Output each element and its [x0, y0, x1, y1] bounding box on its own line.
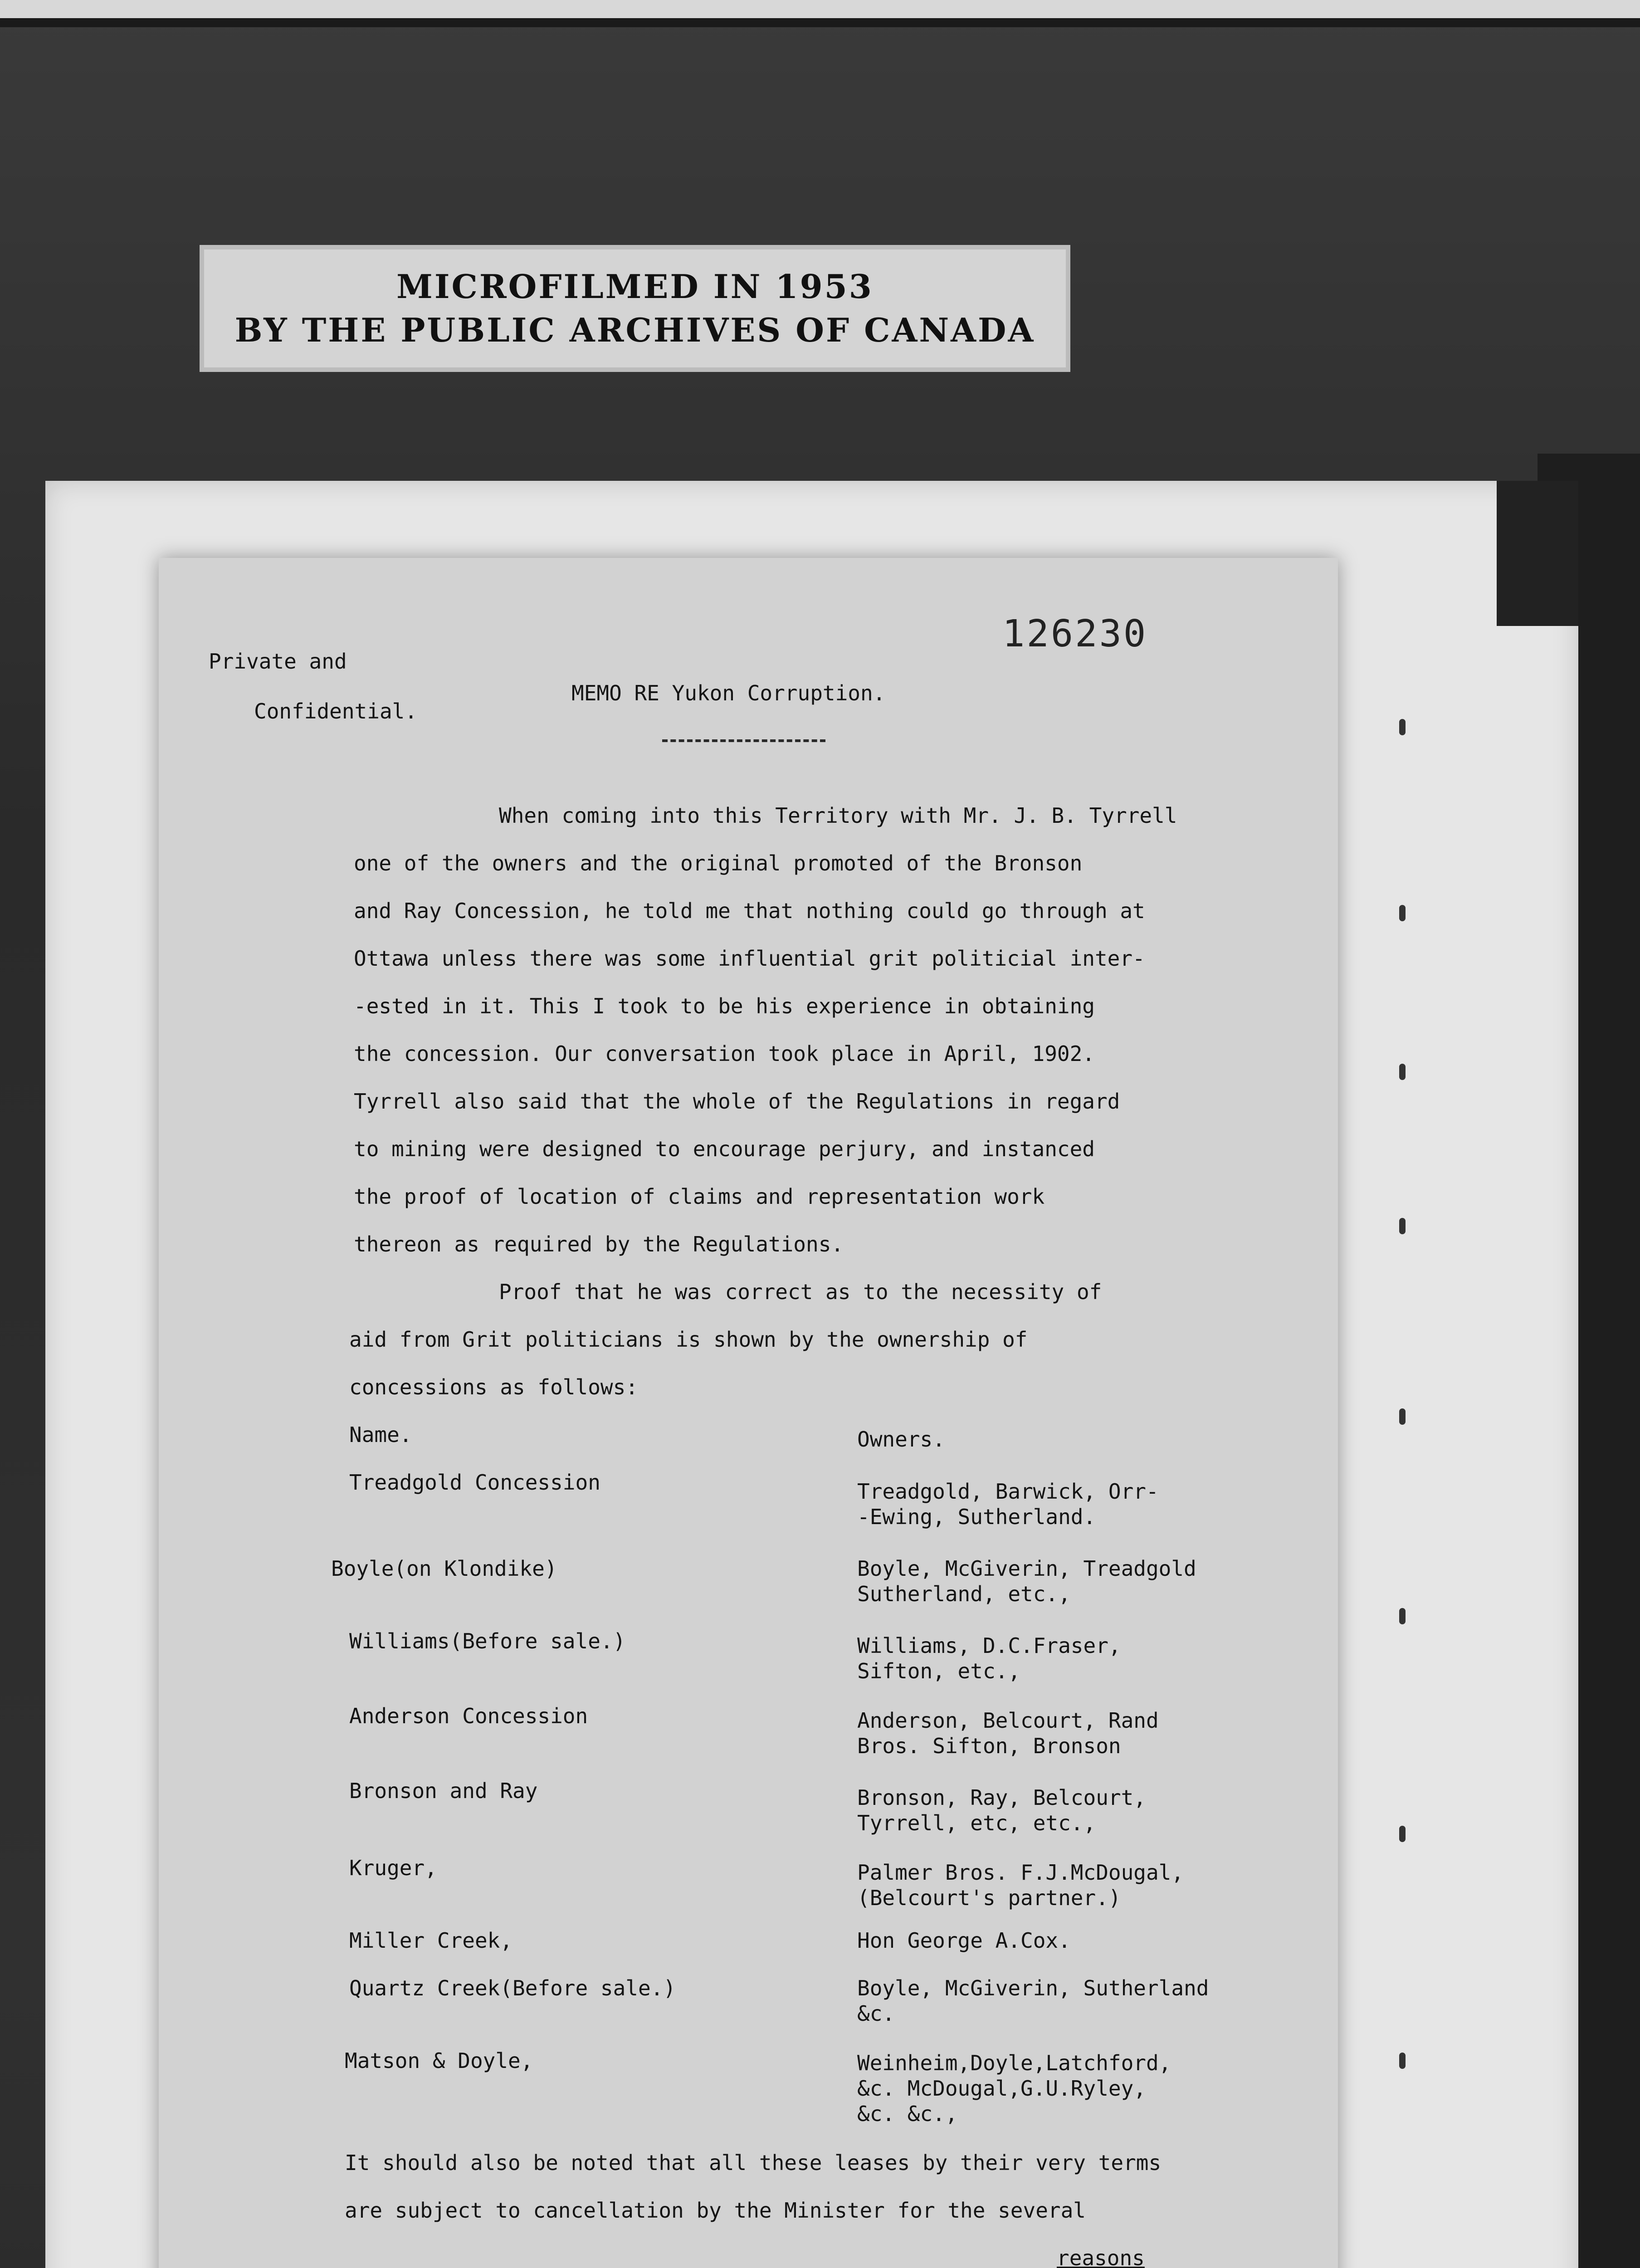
- table-row-owner: Boyle, McGiverin, Treadgold: [857, 1556, 1196, 1581]
- table-row-owner: Bronson, Ray, Belcourt,: [857, 1785, 1146, 1810]
- punch-mark: [1399, 905, 1406, 921]
- body-line: Ottawa unless there was some influential grit politicial inter-: [354, 946, 1145, 971]
- table-row-owner: Anderson, Belcourt, Rand: [857, 1708, 1159, 1733]
- table-row-owner: Palmer Bros. F.J.McDougal,: [857, 1860, 1184, 1885]
- closing-line: It should also be noted that all these leases by their very terms: [345, 2151, 1162, 2175]
- body-line: When coming into this Territory with Mr. J. B. Tyrrell: [499, 803, 1177, 828]
- table-row-owner: &c.: [857, 2001, 895, 2026]
- table-row-name: Williams(Before sale.): [349, 1629, 626, 1653]
- punch-mark: [1399, 2053, 1406, 2069]
- table-row-owner: Tyrrell, etc, etc.,: [857, 1811, 1096, 1835]
- memo-page: [159, 558, 1338, 2268]
- table-row-name: Quartz Creek(Before sale.): [349, 1976, 676, 2000]
- table-row-owner: Treadgold, Barwick, Orr-: [857, 1479, 1159, 1504]
- body-line: concessions as follows:: [349, 1375, 638, 1399]
- title-rule: [662, 739, 825, 742]
- punch-mark: [1399, 1218, 1406, 1234]
- table-row-owner: Williams, D.C.Fraser,: [857, 1633, 1121, 1658]
- punch-mark: [1399, 1826, 1406, 1842]
- body-line: -ested in it. This I took to be his experience in obtaining: [354, 994, 1095, 1018]
- body-line: and Ray Concession, he told me that nothing could go through at: [354, 899, 1145, 923]
- table-row-name: Boyle(on Klondike): [331, 1556, 557, 1581]
- table-row-name: Matson & Doyle,: [345, 2048, 533, 2073]
- table-header-name: Name.: [349, 1422, 412, 1447]
- punch-mark: [1399, 1408, 1406, 1425]
- stamp-line-2: BY THE PUBLIC ARCHIVES OF CANADA: [234, 311, 1035, 349]
- header-confidential: Confidential.: [254, 699, 418, 723]
- table-row-owner: Boyle, McGiverin, Sutherland: [857, 1976, 1209, 2000]
- punch-mark: [1399, 1064, 1406, 1080]
- microfilm-stamp: [200, 245, 1070, 372]
- body-line: the concession. Our conversation took place in April, 1902.: [354, 1041, 1095, 1066]
- table-row-owner: Bros. Sifton, Bronson: [857, 1734, 1121, 1758]
- film-strip-edge: [0, 0, 1640, 18]
- table-row-name: Bronson and Ray: [349, 1779, 538, 1803]
- table-row-name: Kruger,: [349, 1856, 437, 1880]
- table-row-owner: Sifton, etc.,: [857, 1659, 1021, 1683]
- memo-title: MEMO RE Yukon Corruption.: [571, 681, 886, 705]
- table-row-owner: -Ewing, Sutherland.: [857, 1505, 1096, 1529]
- table-row-owner: &c. &c.,: [857, 2102, 958, 2126]
- stamp-line-1: MICROFILMED IN 1953: [396, 267, 874, 306]
- catchword: reasons: [1057, 2246, 1145, 2268]
- punch-mark: [1399, 1608, 1406, 1624]
- table-row-name: Treadgold Concession: [349, 1470, 600, 1495]
- document-number: 126230: [1002, 612, 1148, 655]
- body-line: to mining were designed to encourage perjury, and instanced: [354, 1137, 1095, 1161]
- table-row-owner: Weinheim,Doyle,Latchford,: [857, 2051, 1171, 2075]
- table-row-owner: (Belcourt's partner.): [857, 1886, 1121, 1910]
- table-header-owners: Owners.: [857, 1427, 945, 1452]
- body-line: aid from Grit politicians is shown by the ownership of: [349, 1327, 1028, 1352]
- header-private: Private and: [209, 649, 347, 674]
- table-row-name: Anderson Concession: [349, 1704, 588, 1728]
- table-row-name: Miller Creek,: [349, 1928, 513, 1953]
- mount-dark-corner: [1497, 481, 1578, 626]
- table-row-owner: Sutherland, etc.,: [857, 1582, 1071, 1606]
- closing-line: are subject to cancellation by the Minister for the several: [345, 2198, 1086, 2223]
- table-row-owner: Hon George A.Cox.: [857, 1928, 1071, 1953]
- body-line: Tyrrell also said that the whole of the Regulations in regard: [354, 1089, 1120, 1114]
- body-line: Proof that he was correct as to the necessity of: [499, 1280, 1102, 1304]
- film-edge-dark: [0, 18, 1640, 27]
- table-row-owner: &c. McDougal,G.U.Ryley,: [857, 2076, 1146, 2101]
- punch-mark: [1399, 719, 1406, 735]
- body-line: thereon as required by the Regulations.: [354, 1232, 844, 1256]
- body-line: one of the owners and the original promoted of the Bronson: [354, 851, 1083, 875]
- body-line: the proof of location of claims and representation work: [354, 1184, 1045, 1209]
